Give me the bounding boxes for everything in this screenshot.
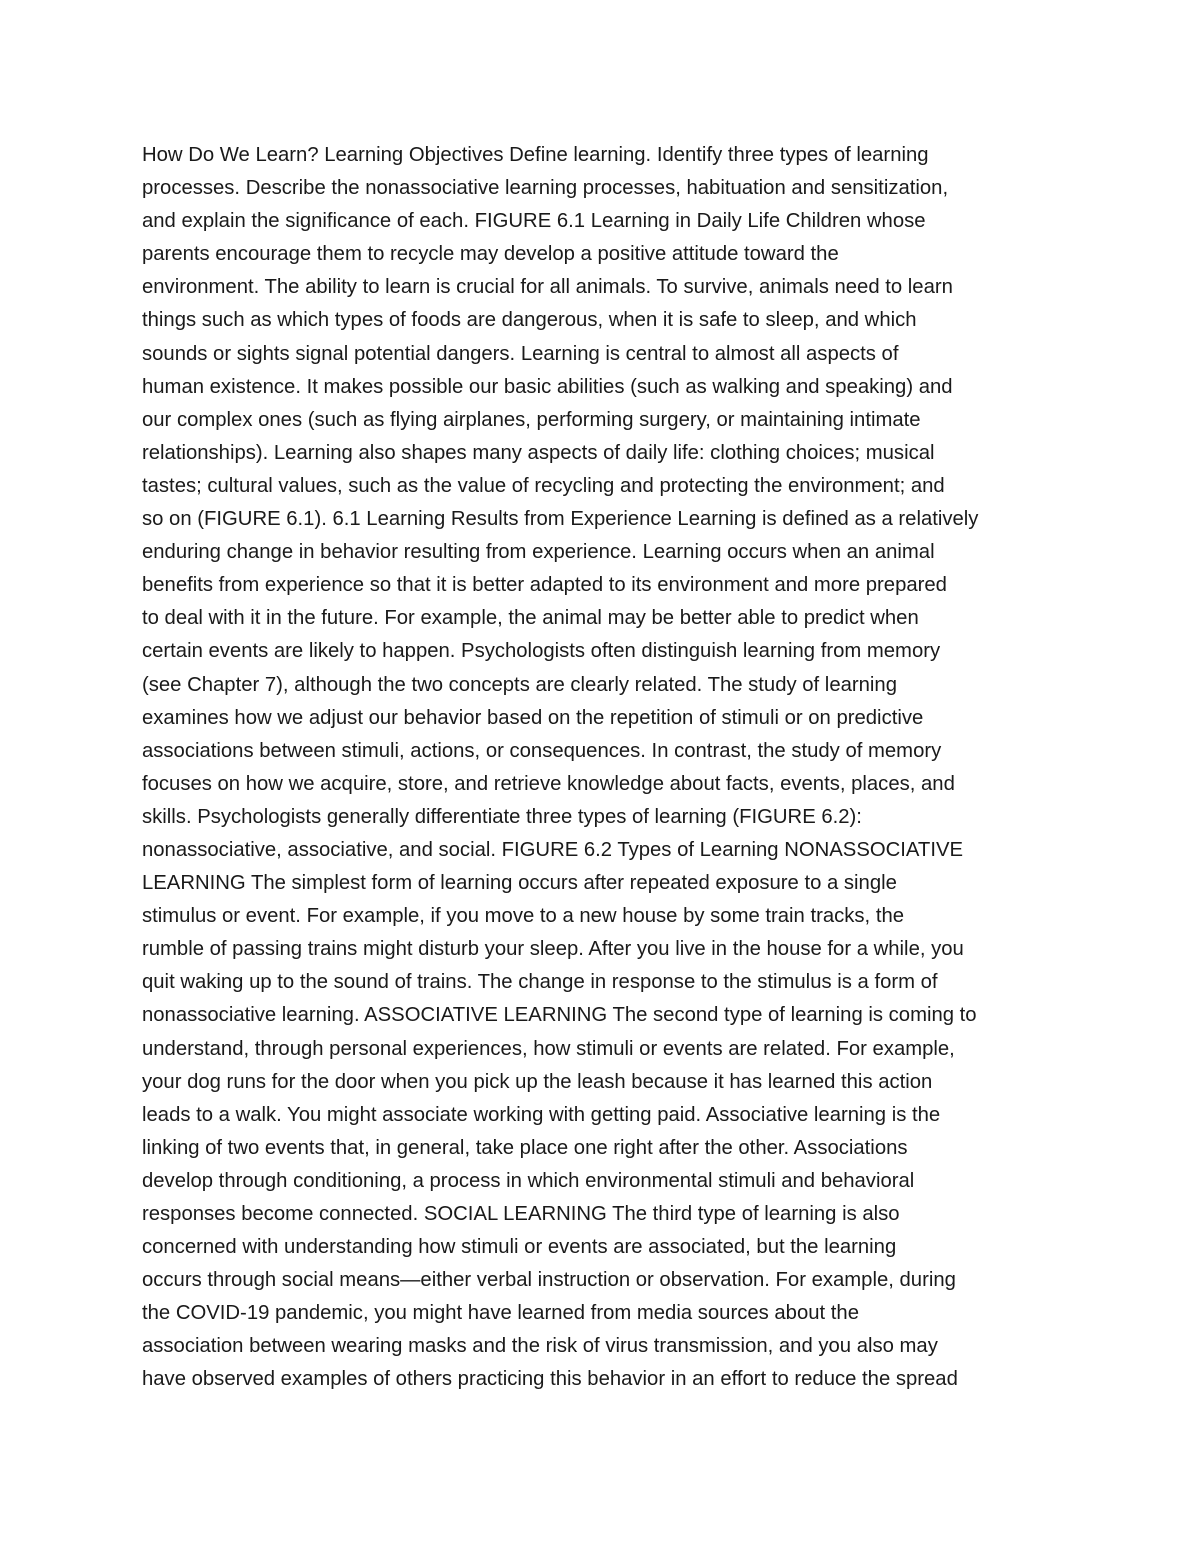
text-line: association between wearing masks and the risk of virus transmission, and you also may xyxy=(142,1335,938,1358)
text-line: associations between stimuli, actions, or consequences. In contrast, the study of memory xyxy=(142,739,942,762)
text-line: things such as which types of foods are dangerous, when it is safe to sleep, and which xyxy=(142,309,917,332)
text-line: skills. Psychologists generally differentiate three types of learning (FIGURE 6.2): xyxy=(142,805,862,828)
text-line: occurs through social means—either verbal instruction or observation. For example, during xyxy=(142,1269,956,1292)
body-text xyxy=(142,139,1072,1397)
text-line: focuses on how we acquire, store, and retrieve knowledge about facts, events, places, and xyxy=(142,772,955,795)
text-line: examines how we adjust our behavior based on the repetition of stimuli or on predictive xyxy=(142,706,924,729)
text-line: environment. The ability to learn is crucial for all animals. To survive, animals need to learn xyxy=(142,276,953,299)
text-line: responses become connected. SOCIAL LEARNING The third type of learning is also xyxy=(142,1203,900,1225)
text-line: linking of two events that, in general, take place one right after the other. Associations xyxy=(142,1136,908,1159)
text-line: parents encourage them to recycle may develop a positive attitude toward the xyxy=(142,243,839,266)
text-line: processes. Describe the nonassociative learning processes, habituation and sensitization, xyxy=(142,177,949,200)
text-line: stimulus or event. For example, if you move to a new house by some train tracks, the xyxy=(142,905,905,928)
text-line: human existence. It makes possible our basic abilities (such as walking and speaking) and xyxy=(142,375,953,398)
text-line: rumble of passing trains might disturb your sleep. After you live in the house for a while, you xyxy=(142,938,964,961)
text-line: sounds or sights signal potential dangers. Learning is central to almost all aspects of xyxy=(142,342,899,365)
text-line: How Do We Learn? Learning Objectives Define learning. Identify three types of learning xyxy=(142,144,929,166)
text-line: benefits from experience so that it is better adapted to its environment and more prepared xyxy=(142,574,947,597)
text-line: develop through conditioning, a process in which environmental stimuli and behavioral xyxy=(142,1169,915,1192)
text-line: leads to a walk. You might associate working with getting paid. Associative learning is the xyxy=(142,1103,941,1126)
text-line: and explain the significance of each. FIGURE 6.1 Learning in Daily Life Children whose xyxy=(142,210,926,233)
text-line: understand, through personal experiences, how stimuli or events are related. For example, xyxy=(142,1037,955,1060)
text-line: LEARNING The simplest form of learning occurs after repeated exposure to a single xyxy=(142,872,897,895)
text-line: our complex ones (such as flying airplanes, performing surgery, or maintaining intimate xyxy=(142,408,921,431)
text-line: nonassociative, associative, and social. FIGURE 6.2 Types of Learning NONASSOCIATIVE xyxy=(142,838,964,861)
text-line: enduring change in behavior resulting from experience. Learning occurs when an animal xyxy=(142,541,935,564)
text-line: certain events are likely to happen. Psychologists often distinguish learning from memory xyxy=(142,640,941,663)
text-line: the COVID-19 pandemic, you might have learned from media sources about the xyxy=(142,1302,859,1325)
text-line: (see Chapter 7), although the two concepts are clearly related. The study of learning xyxy=(142,673,897,696)
text-line: quit waking up to the sound of trains. The change in response to the stimulus is a form of xyxy=(142,971,938,994)
text-line: relationships). Learning also shapes many aspects of daily life: clothing choices; musical xyxy=(142,441,935,464)
text-line: to deal with it in the future. For example, the animal may be better able to predict when xyxy=(142,607,919,630)
text-line: your dog runs for the door when you pick up the leash because it has learned this action xyxy=(142,1070,933,1093)
text-line: nonassociative learning. ASSOCIATIVE LEARNING The second type of learning is coming to xyxy=(142,1004,977,1027)
text-line: so on (FIGURE 6.1). 6.1 Learning Results from Experience Learning is defined as a relatively xyxy=(142,508,979,531)
text-line: tastes; cultural values, such as the value of recycling and protecting the environment; and xyxy=(142,474,945,497)
text-line: concerned with understanding how stimuli or events are associated, but the learning xyxy=(142,1236,897,1259)
text-line: have observed examples of others practicing this behavior in an effort to reduce the spread xyxy=(142,1368,958,1391)
